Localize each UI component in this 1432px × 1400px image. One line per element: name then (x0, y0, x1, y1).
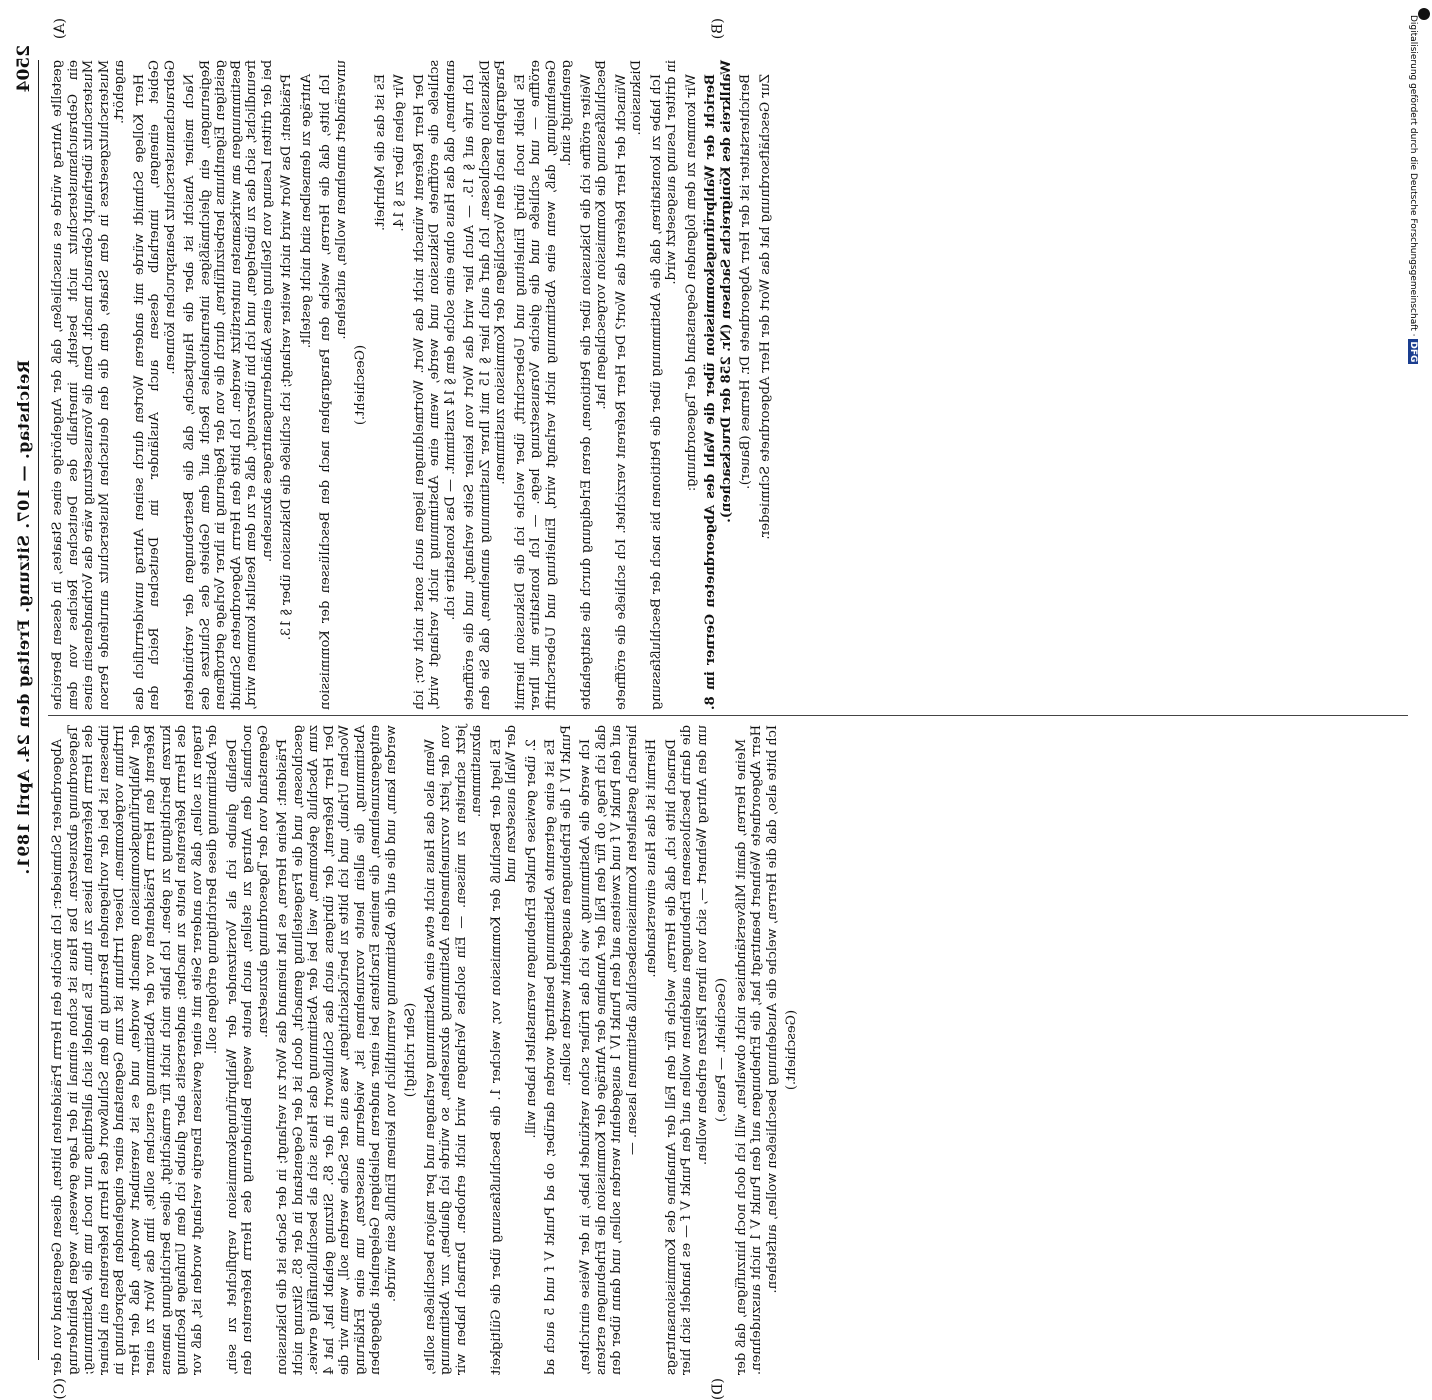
paragraph: (Geschieht.) (353, 344, 368, 426)
left-column (50, 60, 777, 710)
paragraph: Herr Kollege Schmidt würde mit anderen Worten durch seinen Antrag unwiderruflich das Gebiet einengen, innerhalb dessen auch Ausländer im Deutschen Reich den Gebrauchsmusterschutz beanspruchen können. (131, 60, 178, 710)
paragraph: (Geschieht.) (784, 1009, 799, 1091)
paragraph: Präsident: Meine Herren, es hat niemand das Wort zu verlangt; in der Sache ist die Diskussion geschlossen, und die Fragestellung gemacht, doch ist der Gegenstand in der 85. Sitzung nicht zum Abschluß gekommen, weil bei der Abstimmung das Haus sich als beschlußunfähig erwies. Der Herr Referent, der übrigens auch das Schlußwort in der 85. Sitzung gehabt hat, hat 4 Wochen Urlaub, und ich bitte zu berücksichtigen, was aus der Sache werden soll, wenn wir die Abstimmung, die allein heute vorzunehmen ist, wiederum aussetzen, um eine Erklärung entgegenzunehmen, die meines Erachtens bei einer anderen beliebigen Gelegenheit abgegeben werden kann, und die auf die Abstimmung vermuthlich von keinem Einfluß sein würde. (275, 725, 399, 1375)
paragraph: Darnach bitte ich, daß die Herren, welche für den Fall der Annahme des Kommissionsantrags die darin beschlossenen Erhebungen ausdehnen wollen auf den Punkt V f — es handelt sich hier um den Antrag Wehnert —, sich von ihren Plätzen erheben wollen. (663, 725, 710, 1375)
paragraph: Wünscht der Herr Referent das Wort? Der Herr Referent verzichtet. Ich schließe die eröffnete Diskussion. (613, 60, 644, 710)
scan-dot-icon (1418, 8, 1430, 20)
margin-mark-b: (B) (710, 18, 726, 40)
paragraph: Der Herr Referent wünscht nicht das Wort. Wortmeldungen liegen auch sonst nicht vor; ich schließe die eröffnete Diskussion und werde, wenn eine Abstimmung nicht verlangt wird, annehmen, daß das Haus ohne eine solche dem § 14 zustimmt. — Das konstatire ich. (411, 60, 458, 710)
paragraph: Ich rufe auf § 15. — Auch hier wird das Wort von keiner Seite verlangt, und die eröffnete Diskussion geschlossen. Ich darf auch hier § 15 mit Ihrer Zustimmung annehmen, daß Sie den Paragraphen nach den Vorschlägen der Kommission zustimmen. (462, 60, 508, 710)
paragraph: Anträge zu demselben sind nicht gestellt. (298, 74, 314, 349)
paragraph: Abgeordneter Schmieder: Ich möchte den Herrn Präsidenten bitten, diesen Gegenstand von der Tagesordnung abzusetzen. Das Haus ist schon einmal in der Lage gewesen, wegen Behinderung des Herrn Referenten hiess zu thun. Es handelt sich allerdings nur noch um die Abstimmung; inbessen ist bei der vorliegenden Beratung in dem Schlußwort des Herrn Referenten ein kleiner Irrthum vorgekommen. Dieser Irrthum ist zum Gegenstand einer eingehenden Besprechung in der Wahlprüfungskommission gemacht worden, und es ist vereinbart worden, daß der Herr Referent den Herrn Präsidenten vor der Abstimmung ersuchen sollte, ihm das Wort zu einer kurzen Berichtigung zu geben. Ich halte mich nicht für ermächtigt, diese Berichtigung namens des Herrn Referenten heute zu machen; andererseits aber glaube ich dem Umfange Rechnung tragen zu sollen, daß von anderer Seite mit einer gewissen Energie verlangt worden ist, daß vor der Abstimmung diese Berichtigung erfolgen soll. (50, 725, 220, 1375)
paragraph: Wir gehen über zu § 14. (392, 74, 407, 232)
agenda-heading: Bericht der Wahlprüfungskommission über die Wahl des Abgeordneten Gerner im 8. Wahlkreis des Königreichs Sachsen (Nr. 258 der Drucksachen). (703, 60, 734, 710)
paragraph: (Geschieht. — Pause.) (714, 977, 729, 1123)
dfg-logo-icon: DFG (1408, 341, 1418, 363)
paragraph: Zur Geschäftsordnung hat das Wort der Herr Abgeordnete Schmieder. (757, 74, 773, 540)
paragraph: Weiter eröffne ich die Diskussion über die Petitionen, deren Erledigung durch die stattgehabte Beschlußfassung die Kommission vorgeschlagen hat. (578, 60, 609, 710)
paragraph: gestellte Antrag würde es ausschließen, daß der Angehörige eines Staates, in dessen Bereiche ein Gebrauchsmusterschutz nicht besteht, innerhalb des Deutschen Reiches von dem Musterschutz überhaupt Gebrauch macht. Denn die Voraussetzung wäre das Vorhandensein eines Musterschutzgesetzes in dem Staate, dem die den deutschen Musterschutz anrufende Person angehört. (50, 60, 127, 710)
paragraph: Ich werde die Abstimmung, wie ich das früher schon verkündet habe, in der Weise einrichten, daß ich frage, ob für den Fall der Annahme der Anträge der Kommission die Erhebungen erstens auf den Punkt V f und zweitens auf den Punkt IV 1 ausgedehnt werden sollen, und dann über den hiernach gestalteten Kommissionsbeschluß abstimmen lassen. — (578, 725, 640, 1375)
paragraph: Ich habe zu konstatiren, daß die Abstimmung über die Petitionen bis nach der Beschlußfassung in dritter Lesung ausgesetzt wird. (648, 60, 679, 710)
paragraph: Hiermit ist das Haus einverstanden. (644, 739, 659, 978)
footer-credit-text: Digitalisierung gefördert durch die Deutsche Forschungsgemeinschaft · (1408, 15, 1418, 337)
page-number: 2504 (14, 45, 34, 93)
paragraph: Wenn also das Haus nicht etwa eine Abstimmung verlangen und per majora beschließen sollte, von der jetzt vorzunehmenden Abstimmung abzusehen, so würde ich glauben, zur Abstimmung jetzt schreiten zu müssen. — Ein solches Verlangen wird nicht erhoben. Darnach haben wir abzustimmen. (422, 725, 484, 1375)
margin-mark-a: (A) (52, 18, 68, 40)
column-divider (48, 715, 1408, 716)
paragraph: Ich bitte, daß die Herren, welche den Paragraphen nach den Beschlüssen der Kommission unverändert annehmen wollen, aufstehen. (318, 60, 349, 710)
paragraph: Nach meiner Ansicht ist aber die Hauptsache, daß die Bestrebungen der verbündeten Regierungen, ein gleichmäßiges internationales Recht auf dem Gebiete des Schutzes des geistigen Eigenthums herbeizuführen, durch die von der Regierung in ihrer Vorlage getroffenen Bestimmungen am wirksamsten unterstützt werden. Ich bitte den Herrn Abgeordneten Schmidt freundlichst, sich das zu überlegen, und ich bin überzeugt, daß er zu dem Resultat kommen wird, bei der dritten Lesung von Stellung eines Abänderungsantrages abzusehen. (182, 60, 275, 710)
paragraph: Deshalb glaube ich als Vorsitzender der Wahlprüfungskommission verpflichtet zu sein, nochmals den Antrag zu stellen, auch heute wegen Behinderung des Herrn Referenten den Gegenstand von der Tagesordnung abzusetzen. (224, 725, 271, 1375)
right-column (50, 725, 804, 1375)
paragraph: (Sehr richtig!) (403, 1002, 418, 1098)
paragraph: Meine Herren, damit Mißverständnisse nicht obwalten, will ich doch noch hinzufügen, daß der Herr Abgeordnete Wehnert beantragt hat, die Erhebungen auf den Punkt V 1 nicht auszudehnen. Ich bitte also, daß die Herren, welche die Ausdehnung beschließen wollen, aufstehen. (733, 725, 780, 1375)
paragraph: Es ist das die Mehrheit. (372, 74, 388, 231)
margin-mark-c: (C) (52, 1378, 68, 1400)
paragraph: Wir kommen zu dem folgenden Gegenstand der Tagesordnung: (683, 74, 699, 492)
paragraph: Es liegt der Beschluß der Kommission vor, welcher 1. die Beschlußfassung über die Gültigkeit der Wahl aussetzen und (488, 725, 519, 1375)
paragraph: Präsident: Das Wort wird nicht weiter verlangt; ich schließe die Diskussion über § 13. (279, 74, 294, 641)
header-rule (38, 60, 39, 1360)
paragraph: Berichterstatter ist der Herr Abgeordnete Dr. Hermes (Bauer). (738, 74, 753, 490)
paragraph: Es ist eine getrennte Abstimmung beantragt worden darüber, ob ad Punkt V f und 5 auch ad Punkt IV 1 die Erhebungen ausgedehnt werden sollen. (543, 725, 574, 1375)
running-header: Reichstag. — 107. Sitzung. Freitag den 24. April 1891. (14, 360, 33, 875)
paragraph: 2. über gewisse Punkte Erhebungen veranstaltet haben will. (523, 739, 539, 1139)
margin-mark-d: (D) (710, 1378, 726, 1400)
paragraph: Es bleibt noch übrig Einleitung und Ueberschrift, über welche ich die Diskussion hiermit eröffne — und schließe und die gleiche Voraussetzung hege. — Ich konstatire mit Ihrer Genehmigung, daß, wenn eine Abstimmung nicht verlangt wird, Einleitung und Ueberschrift genehmigt sind. (512, 60, 574, 710)
footer-credit (1408, 15, 1418, 364)
